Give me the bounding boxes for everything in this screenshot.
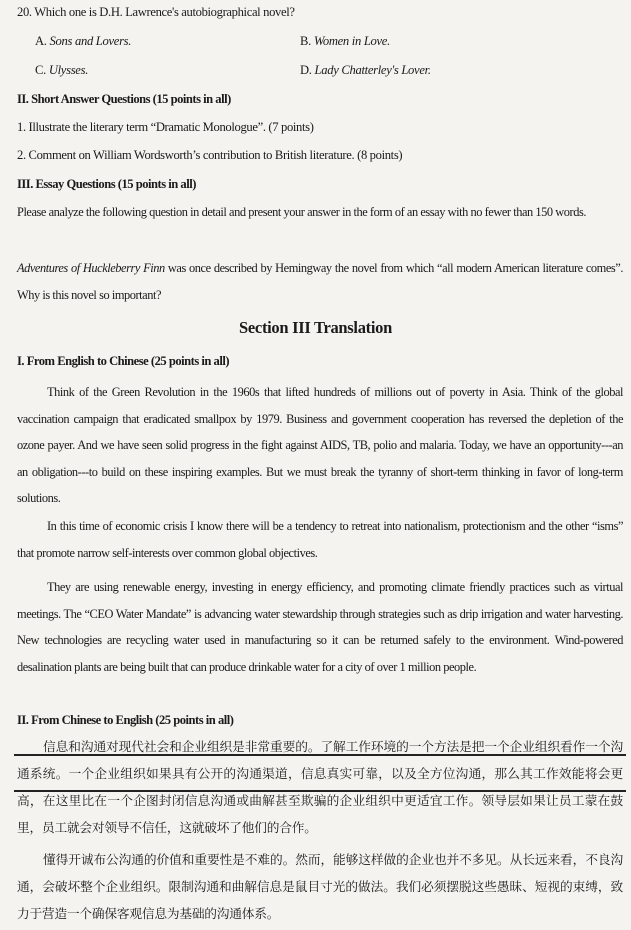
option-a-letter: A. (35, 34, 47, 48)
section-title: Section III Translation (239, 318, 392, 337)
translation-paragraph-1: Think of the Green Revolution in the 1960s that lifted hundreds of millions out of poverty in Asia. Think of the global vaccination campaign that eradicated smallpox by 1979. Business and government cooperation has reversed the depletion of the ozone payer. And we have seen solid progress in the fight against AIDS, TB, polio and malaria. Today, we have an opportunity---an an obligation---to build on these inspiring examples. But we must break the tyranny of short-term thinking in favor of long-term solutions. (17, 385, 623, 505)
option-c-letter: C. (35, 63, 46, 77)
essay-prompt (17, 255, 623, 308)
short-answer-heading: II. Short Answer Questions (15 points in all) (17, 92, 231, 106)
short-answer-q2: 2. Comment on William Wordsworth’s contribution to British literature. (8 points) (17, 148, 403, 162)
option-c-text: Ulysses. (48, 63, 89, 77)
option-d-letter: D. (300, 63, 312, 77)
option-c (35, 63, 88, 78)
translation-part2-heading: II. From Chinese to English (25 points in all) (17, 713, 234, 727)
translation-paragraph-2: In this time of economic crisis I know there will be a tendency to retreat into nationalism, protectionism and the other “isms” that promote narrow self-interests over common global objectives. (17, 519, 623, 560)
option-d-text: Lady Chatterley's Lover. (314, 63, 431, 77)
translation-paragraph-3: They are using renewable energy, investing in energy efficiency, and promoting climate friendly practices such as virtual meetings. The “CEO Water Mandate” is advancing water stewardship through strategies such as drip irrigation and water harvesting. New technologies are recycling water used in manufacturing so it can be returned safely to the environment. Wind-powered desalination plants are being built that can produce drinkable water for a city of over 1 million people. (17, 580, 623, 674)
chinese-paragraph-2: 懂得开诚布公沟通的价值和重要性是不难的。然而，能够这样做的企业也并不多见。从长远来看，不良沟通，会破坏整个企业组织。限制沟通和曲解信息是鼠目寸光的做法。我们必须摆脱这些愚昧、短视的束缚，致力于营造一个确保客观信息为基础的沟通体系。 (17, 852, 623, 921)
option-b-text: Women in Love. (313, 34, 390, 48)
option-b (300, 34, 390, 49)
option-d (300, 63, 431, 78)
question-20-stem: 20. Which one is D.H. Lawrence's autobiographical novel? (17, 5, 295, 19)
option-b-letter: B. (300, 34, 311, 48)
chinese-paragraph-1: 信息和沟通对现代社会和企业组织是非常重要的。了解工作环境的一个方法是把一个企业组织看作一个沟通系统。一个企业组织如果具有公开的沟通渠道，信息真实可靠，以及全方位沟通，那么其工作效能将会更高，在这里比在一个企图封闭信息沟通或曲解甚至欺骗的企业组织中更适宜工作。领导层如果让员工蒙在鼓里，员工就会对领导不信任，这就破坏了他们的合作。 (17, 739, 623, 835)
essay-heading: III. Essay Questions (15 points in all) (17, 177, 196, 191)
essay-instruction: Please analyze the following question in detail and present your answer in the form of an essay with no fewer than 150 words. (17, 205, 586, 219)
essay-book-title: Adventures of Huckleberry Finn (17, 261, 165, 275)
essay-prompt-text: was once described by Hemingway the novel from which “all modern American literature comes”. Why is this novel so important? (17, 261, 623, 302)
option-a (35, 34, 131, 49)
short-answer-q1: 1. Illustrate the literary term “Dramatic Monologue”. (7 points) (17, 120, 314, 134)
translation-part1-heading: I. From English to Chinese (25 points in all) (17, 354, 230, 368)
option-a-text: Sons and Lovers. (49, 34, 132, 48)
